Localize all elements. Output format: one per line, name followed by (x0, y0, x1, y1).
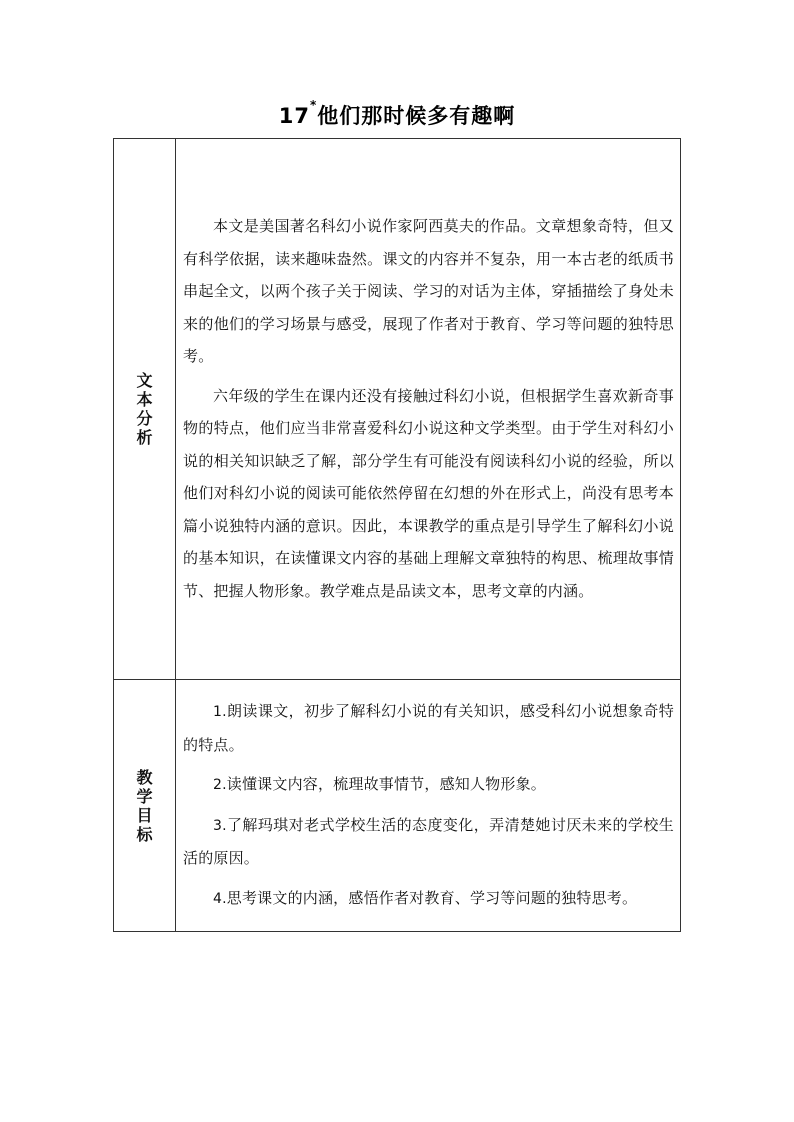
analysis-paragraph-1: 本文是美国著名科幻小说作家阿西莫夫的作品。文章想象奇特，但又有科学依据，读来趣味盎然。课文的内容并不复杂，用一本古老的纸质书串起全文，以两个孩子关于阅读、学习的对话为主体，穿插描绘了身处未来的他们的学习场景与感受，展现了作者对于教育、学习等问题的独特思考。 (183, 217, 674, 365)
text-analysis-row (114, 139, 681, 680)
teaching-goals-label-cell (114, 680, 176, 932)
goal-text: 思考课文的内涵，感悟作者对教育、学习等问题的独特思考。 (226, 888, 638, 907)
goal-text: 了解玛琪对老式学校生活的态度变化，弄清楚她讨厌未来的学校生活的原因。 (183, 815, 674, 867)
teaching-goals-label: 教学目标 (136, 767, 153, 844)
goal-number: 2. (213, 777, 227, 793)
teaching-goals-content (176, 680, 681, 932)
text-analysis-label: 文本分析 (136, 371, 153, 447)
goal-text: 朗读课文，初步了解科幻小说的有关知识，感受科幻小说想象奇特的特点。 (183, 702, 674, 754)
asterisk-mark: * (309, 98, 318, 112)
goal-item-3 (183, 809, 674, 875)
goal-item-1 (183, 695, 674, 761)
page-title (0, 100, 794, 130)
goal-text: 读懂课文内容，梳理故事情节，感知人物形象。 (226, 775, 546, 793)
text-analysis-label-cell (114, 139, 176, 680)
lesson-plan-table (113, 138, 681, 932)
text-analysis-content (176, 139, 681, 680)
goal-item-2 (183, 768, 674, 802)
teaching-goals-row (114, 680, 681, 932)
goal-item-4 (183, 882, 674, 916)
analysis-paragraph-2: 六年级的学生在课内还没有接触过科幻小说，但根据学生喜欢新奇事物的特点，他们应当非常喜爱科幻小说这种文学类型。由于学生对科幻小说的相关知识缺乏了解，部分学生有可能没有阅读科幻小说的经验，所以他们对科幻小说的阅读可能依然停留在幻想的外在形式上，尚没有思考本篇小说独特内涵的意识。因此，本课教学的重点是引导学生了解科幻小说的基本知识，在读懂课文内容的基础上理解文章独特的构思、梳理故事情节、把握人物形象。教学难点是品读文本，思考文章的内涵。 (183, 386, 674, 600)
goal-number: 1. (213, 704, 227, 720)
lesson-title-text: 他们那时候多有趣啊 (317, 104, 516, 128)
goal-number: 3. (213, 817, 227, 834)
lesson-number: 17 (278, 104, 310, 128)
goal-number: 4. (213, 890, 227, 907)
